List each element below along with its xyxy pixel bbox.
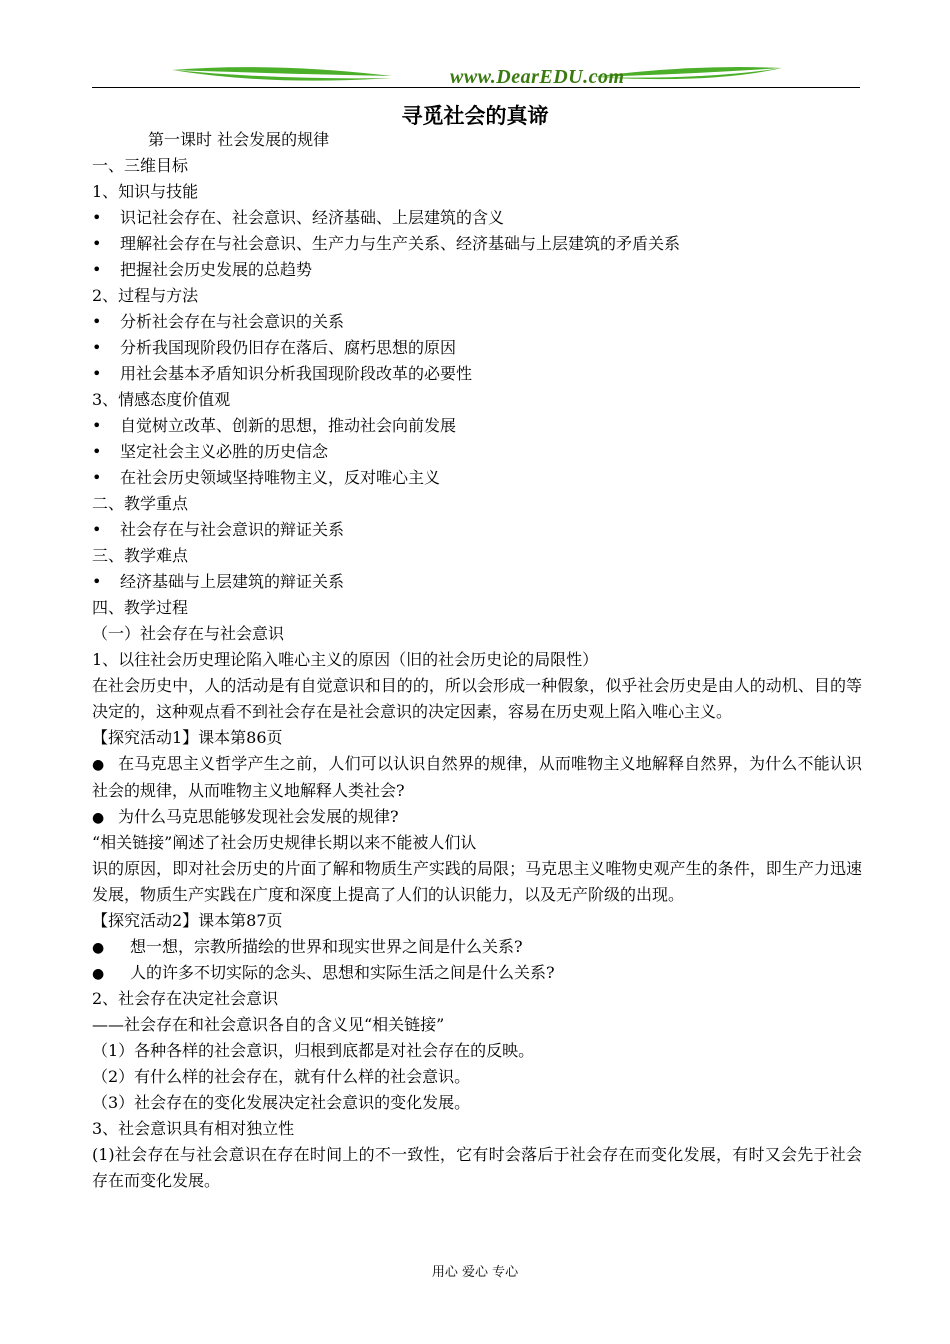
text-line: ——社会存在和社会意识各自的含义见“相关链接” (92, 1015, 445, 1034)
bullet-icon: • (92, 338, 102, 357)
text-line: 1、知识与技能 (92, 182, 199, 201)
paragraph: 在社会历史中，人的活动是有自觉意识和目的的，所以会形成一种假象，似乎社会历史是由人的动机、目的等决定的，这种观点看不到社会存在是社会意识的决定因素，容易在历史观上陷入唯心主义。 (92, 676, 862, 721)
bullet-item (92, 309, 862, 335)
item-text: 为什么马克思能够发现社会发展的规律? (118, 807, 399, 826)
text-line: 【探究活动1】课本第86页 (92, 728, 283, 747)
bullet-item (92, 257, 862, 283)
lesson-title: 第一课时 社会发展的规律 (148, 130, 330, 149)
dot-icon: ● (92, 757, 105, 773)
text-line: “相关链接”阐述了社会历史规律长期以来不能被人们认 (92, 833, 477, 852)
dot-icon: ● (92, 940, 105, 956)
dot-item (92, 751, 862, 804)
item-text: 把握社会历史发展的总趋势 (120, 260, 313, 279)
text-line: 1、以往社会历史理论陷入唯心主义的原因（旧的社会历史论的局限性） (92, 650, 599, 669)
paragraph: (1)社会存在与社会意识在存在时间上的不一致性，它有时会落后于社会存在而变化发展，有时又会先于社会存在而变化发展。 (92, 1145, 862, 1190)
dot-item (92, 960, 862, 986)
dot-item (92, 804, 862, 830)
bullet-icon: • (92, 208, 102, 227)
item-text: 分析我国现阶段仍旧存在落后、腐朽思想的原因 (120, 338, 457, 357)
item-text: 坚定社会主义必胜的历史信念 (120, 442, 329, 461)
dot-icon: ● (92, 966, 105, 982)
text-line: （2）有什么样的社会存在，就有什么样的社会意识。 (92, 1067, 471, 1086)
bullet-icon: • (92, 312, 102, 331)
text-line: 二、教学重点 (92, 494, 189, 513)
text-line: （1）各种各样的社会意识，归根到底都是对社会存在的反映。 (92, 1041, 535, 1060)
page-footer: 用心 爱心 专心 (431, 1265, 519, 1280)
item-text: 分析社会存在与社会意识的关系 (120, 312, 345, 331)
bullet-icon: • (92, 572, 102, 591)
item-text: 在社会历史领域坚持唯物主义，反对唯心主义 (120, 468, 441, 487)
text-line: 四、教学过程 (92, 598, 189, 617)
bullet-icon: • (92, 234, 102, 253)
bullet-item (92, 413, 862, 439)
document-body (92, 127, 862, 1194)
item-text: 想一想，宗教所描绘的世界和现实世界之间是什么关系? (130, 937, 523, 956)
bullet-item (92, 439, 862, 465)
text-line: 3、情感态度价值观 (92, 390, 231, 409)
bullet-item (92, 335, 862, 361)
text-line: （一）社会存在与社会意识 (92, 624, 285, 643)
bullet-icon: • (92, 260, 102, 279)
dot-item (92, 934, 862, 960)
text-line: 【探究活动2】课本第87页 (92, 911, 283, 930)
bullet-icon: • (92, 520, 102, 539)
bullet-item (92, 569, 862, 595)
site-header (92, 60, 860, 90)
text-line: 3、社会意识具有相对独立性 (92, 1119, 295, 1138)
dot-icon: ● (92, 810, 105, 826)
bullet-item (92, 205, 862, 231)
paragraph: 识的原因，即对社会历史的片面了解和物质生产实践的局限；马克思主义唯物史观产生的条件，即生产力迅速发展，物质生产实践在广度和深度上提高了人们的认识能力，以及无产阶级的出现。 (92, 859, 862, 904)
text-line: 2、过程与方法 (92, 286, 199, 305)
bullet-icon: • (92, 442, 102, 461)
bullet-item (92, 361, 862, 387)
item-text: 经济基础与上层建筑的辩证关系 (120, 572, 345, 591)
item-text: 理解社会存在与社会意识、生产力与生产关系、经济基础与上层建筑的矛盾关系 (120, 234, 681, 253)
bullet-icon: • (92, 364, 102, 383)
bullet-icon: • (92, 468, 102, 487)
text-line: 2、社会存在决定社会意识 (92, 989, 279, 1008)
item-text: 社会存在与社会意识的辩证关系 (120, 520, 345, 539)
bullet-item (92, 465, 862, 491)
item-text: 识记社会存在、社会意识、经济基础、上层建筑的含义 (120, 208, 505, 227)
bullet-item (92, 517, 862, 543)
bullet-item (92, 231, 862, 257)
item-text: 自觉树立改革、创新的思想，推动社会向前发展 (120, 416, 457, 435)
item-text: 人的许多不切实际的念头、思想和实际生活之间是什么关系? (130, 963, 555, 982)
document-title: 寻觅社会的真谛 (401, 103, 549, 128)
site-logo-text[interactable]: www.DearEDU.com (450, 66, 625, 88)
item-text: 用社会基本矛盾知识分析我国现阶段改革的必要性 (120, 364, 473, 383)
header-divider (92, 87, 860, 88)
text-line: 三、教学难点 (92, 546, 189, 565)
item-text: 在马克思主义哲学产生之前，人们可以认识自然界的规律，从而唯物主义地解释自然界，为什么不能认识社会的规律，从而唯物主义地解释人类社会? (92, 754, 862, 800)
bullet-icon: • (92, 416, 102, 435)
text-line: （3）社会存在的变化发展决定社会意识的变化发展。 (92, 1093, 471, 1112)
text-line: 一、三维目标 (92, 156, 189, 175)
